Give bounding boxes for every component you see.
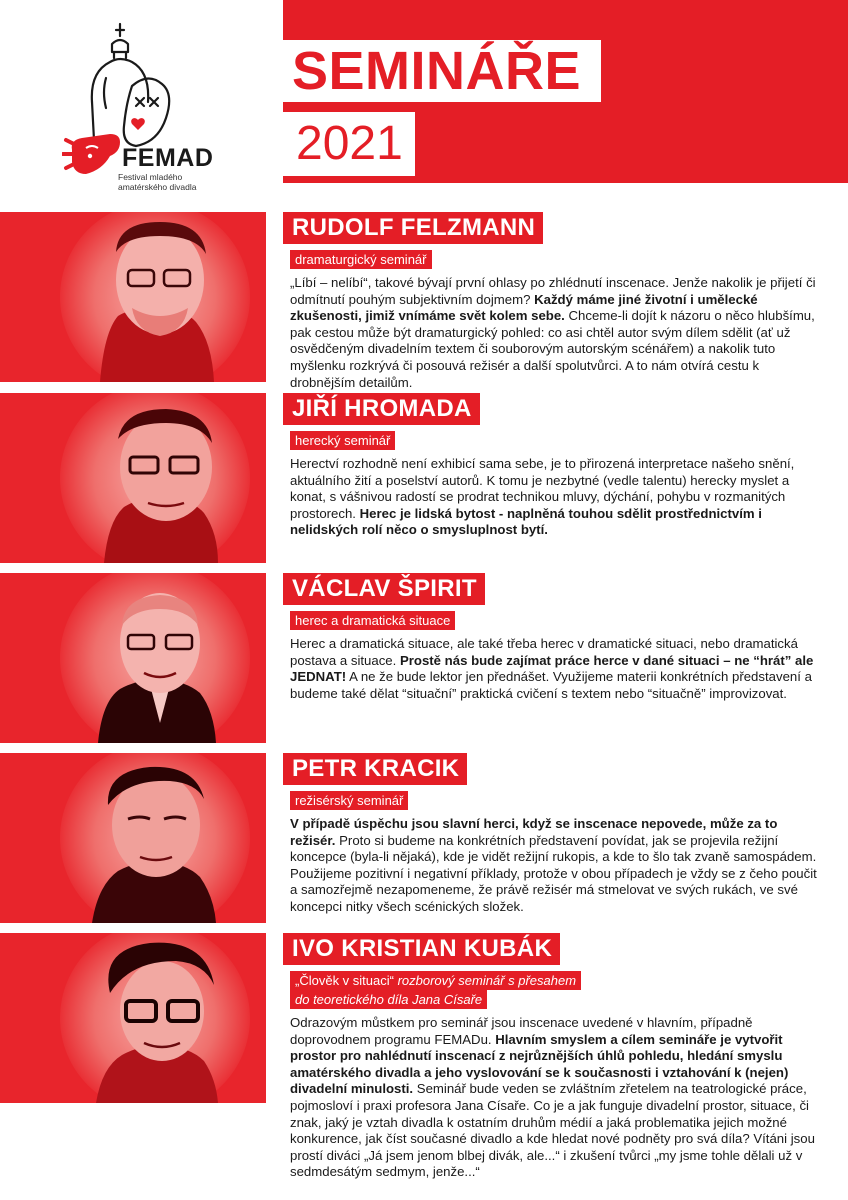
desc-bold: Prostě nás bude zajímat práce herce v dané situaci – ne “hrát” ale JEDNAT! (290, 652, 814, 685)
seminar-description (290, 275, 820, 391)
seminar-section (0, 573, 848, 748)
desc-text: Chceme-li dojít k názoru o něco hlubšímu, pak cestou může být dramaturgický pohled: co asi chtěl autor svým dílem sdělit (ať už osvědčeným divadelním textem či souborovým autorským scénářem) a nakolik tuto myšlenku rozkrývá či posouvá režisér a další spolutvůrci. A to nám otvírá cestu k drobnějším detailům. (290, 308, 815, 390)
seminar-type: dramaturgický seminář (295, 252, 427, 267)
lecturer-photo (0, 933, 266, 1103)
desc-text: „Líbí – nelíbí“, takové bývají první ohlasy po zhlédnutí inscenace. Jenže nakolik je přijetí či odmítnutí pouhým subjektivním dojmem? (290, 275, 816, 307)
seminar-type: herec a dramatická situace (295, 613, 451, 628)
seminar-lecturer-name: JIŘÍ HROMADA (292, 395, 472, 422)
lecturer-photo (0, 753, 266, 923)
desc-text: Proto si budeme na konkrétních představení povídat, jak se projevila režijní koncepce (byla-li nějaká), kde je vidět režijní rukopis, a kde to šlo tak zvaně samospádem. Použijeme pozitivní i negativní příklady, protože v obou případech je vždy se z čeho poučit a samozřejmě nezapomeneme, že právě režisér má stmelovat ve svých rukách, ve své koncepci nitky všech scénických složek. (290, 832, 817, 914)
seminar-lecturer-name: PETR KRACIK (292, 755, 460, 782)
seminar-type-line2 (295, 990, 482, 1009)
seminar-name-box (283, 212, 543, 244)
lecturer-photo (0, 212, 266, 382)
seminar-type-box (290, 611, 455, 630)
logo-subtitle-line2: amatérského divadla (118, 182, 197, 192)
seminar-type-box (290, 791, 408, 810)
page-title: SEMINÁŘE (292, 41, 582, 101)
seminar-type-box (290, 250, 432, 269)
seminar-description (290, 1015, 820, 1181)
desc-bold: Každý máme jiné životní i umělecké zkušenosti, jimiž vnímáme svět kolem sebe. (290, 291, 758, 324)
desc-bold: Hlavním smyslem a cílem semináře je vytvořit prostor pro nahlédnutí inscenací z nejrůznějších úhlů pohledu, hledání smyslu amatérského divadla a jeho vyslovování se k současnosti i vztahování k (nejen) divadelní minulosti. (290, 1031, 789, 1097)
seminar-name-box (283, 753, 467, 785)
portrait-icon (0, 212, 266, 382)
page-year: 2021 (296, 117, 403, 170)
portrait-icon (0, 393, 266, 563)
seminar-description (290, 816, 820, 916)
seminar-description (290, 636, 820, 702)
desc-text: Herectví rozhodně není exhibicí sama sebe, je to přirozená interpretace našeho snění, aktuálního žití a poselství autorů. K tomu je nezbytné (vedle talentu) herecky myslet a konat, s vášnivou radostí se prodrat technikou mluvy, dýchání, pohybu v rozmanitých prostorech. (290, 456, 795, 521)
desc-text: Odrazovým můstkem pro seminář jsou inscenace uvedené v hlavním, případně doprovodnem programu FEMADu. (290, 1015, 753, 1047)
seminar-description (290, 456, 820, 539)
seminar-section (0, 933, 848, 1183)
seminar-type-italic: rozborový seminář s přesahem (393, 973, 577, 988)
seminar-section (0, 393, 848, 568)
seminar-type-line1 (295, 971, 576, 990)
seminar-name-box (283, 573, 485, 605)
logo-subtitle-line1: Festival mladého (118, 172, 183, 182)
lecturer-photo (0, 393, 266, 563)
portrait-icon (0, 753, 266, 923)
seminar-type-box (290, 971, 581, 990)
seminar-section (0, 212, 848, 390)
seminar-lecturer-name: RUDOLF FELZMANN (292, 214, 536, 241)
logo-name: FEMAD (122, 144, 214, 172)
lecturer-photo (0, 573, 266, 743)
seminar-name-box (283, 933, 560, 965)
desc-text: A ne že bude lektor jen přednášet. Využijeme materii konkrétních představení a budeme také dělat “situační” praktická cvičení s textem nebo “situačně” improvizovat. (290, 669, 812, 701)
seminar-type-quote: „Člověk v situaci“ (295, 973, 394, 988)
seminar-name-box (283, 393, 480, 425)
portrait-icon (0, 573, 266, 743)
portrait-icon (0, 933, 266, 1103)
desc-text: Herec a dramatická situace, ale také třeba herec v dramatické situaci, nebo dramatická postava a situace. (290, 636, 798, 668)
seminar-lecturer-name: IVO KRISTIAN KUBÁK (292, 935, 553, 962)
seminar-lecturer-name: VÁCLAV ŠPIRIT (292, 575, 477, 602)
desc-bold: Herec je lidská bytost - naplněná touhou sdělit prostřednictvím i nelidských rolí něco o smysluplnost bytí. (290, 505, 762, 538)
seminar-type: režisérský seminář (295, 793, 404, 808)
desc-text: Seminář bude veden se zvláštním zřetelem na teatrologické práce, pojmosloví i praxi profesora Jana Císaře. Co je a jak funguje divadelní prostor, situace, či znak, jaký je vztah divadla k ostatním druhům médií a jaká problematika jejich možné konkurence, jak číst současné divadlo a kde hledat nové podněty pro svá díla? Vítáni jsou prostí diváci „Já jsem jenom blbej divák, ale...“ i zkušení tvůrci „my jsme tohle dělali už v sedmdesátým sedmym, jenže...“ (290, 1081, 815, 1180)
seminar-type-box (290, 990, 487, 1009)
seminar-type-italic: do teoretického díla Jana Císaře (295, 992, 483, 1007)
desc-bold: V případě úspěchu jsou slavní herci, když se inscenace nepovede, může za to režisér. (290, 816, 778, 848)
seminar-type-box (290, 431, 395, 450)
seminar-section (0, 753, 848, 928)
seminar-type: herecký seminář (295, 433, 391, 448)
logo-subtitle (118, 172, 228, 192)
